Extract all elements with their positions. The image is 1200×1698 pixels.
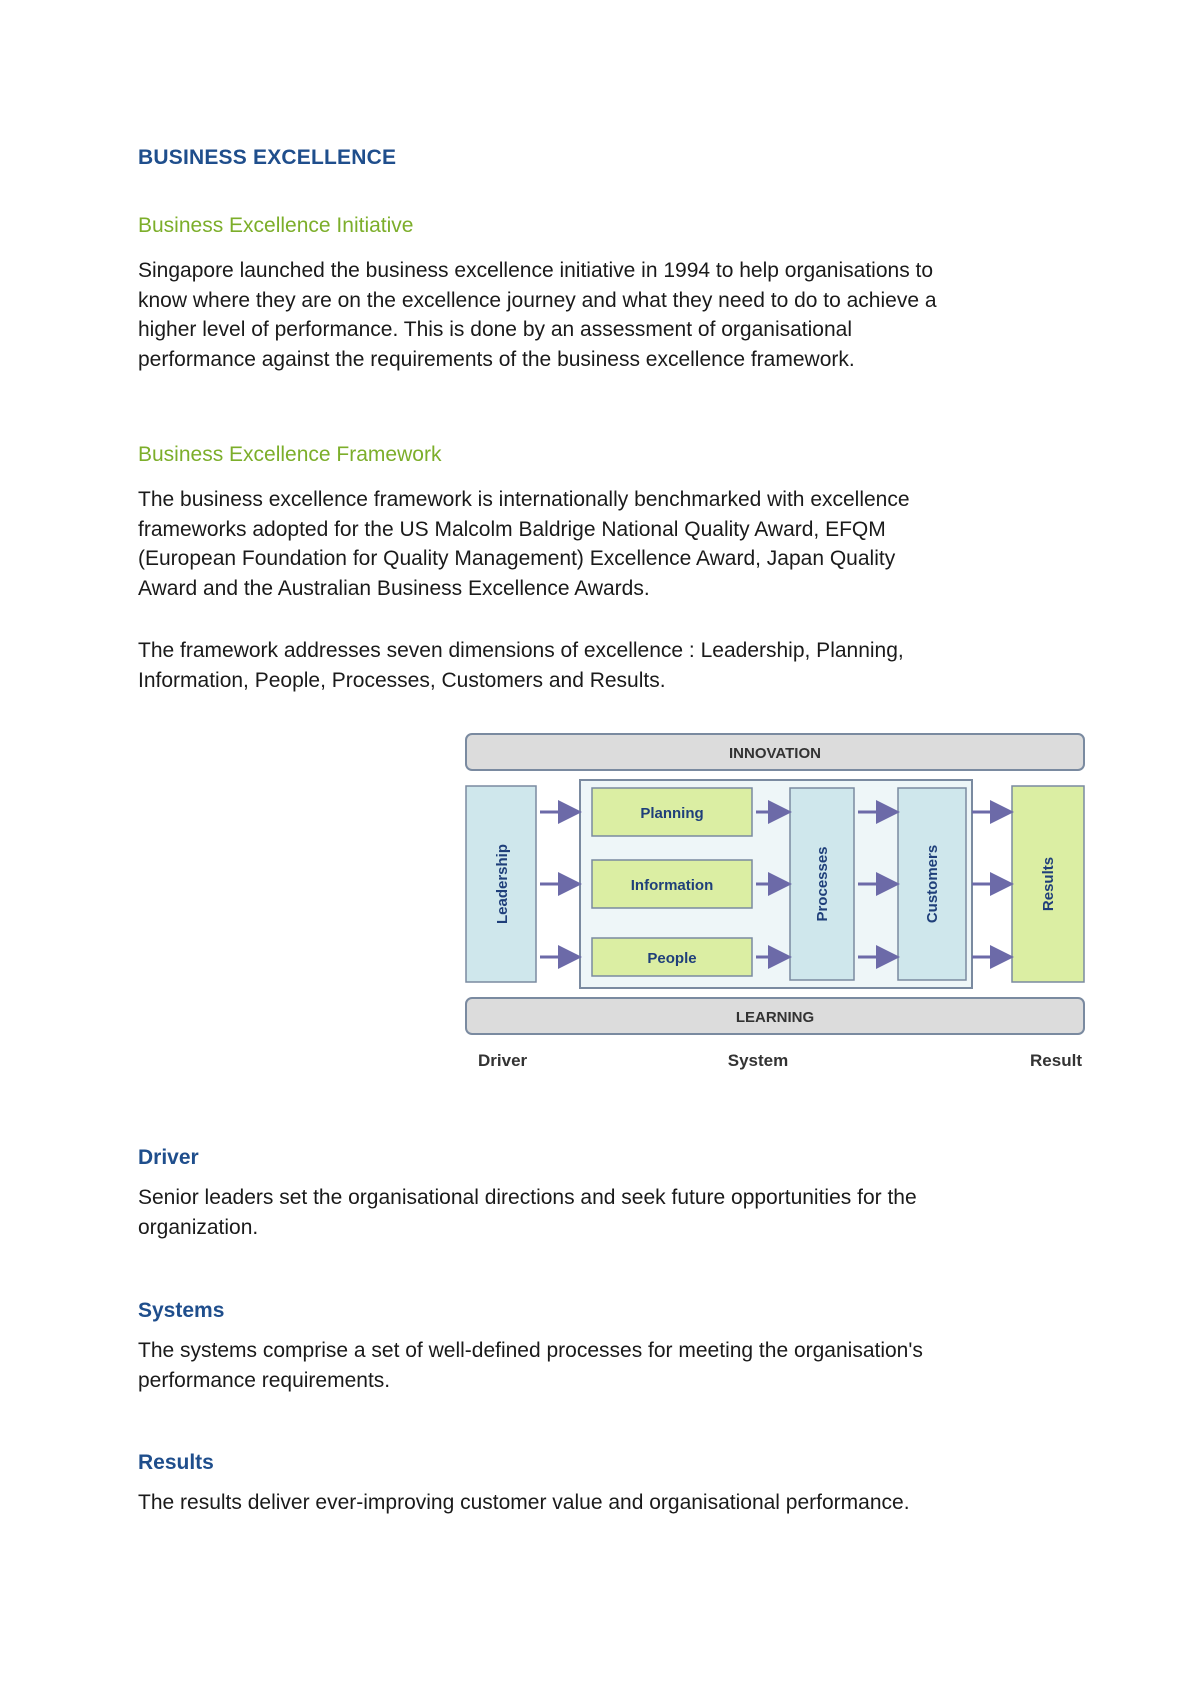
framework-diagram bbox=[462, 730, 1094, 1076]
initiative-paragraph bbox=[138, 256, 1098, 374]
paragraph-line: The framework addresses seven dimensions of excellence : Leadership, Planning, bbox=[138, 639, 904, 662]
driver-paragraph bbox=[138, 1183, 1098, 1242]
paragraph-line: frameworks adopted for the US Malcolm Baldrige National Quality Award, EFQM bbox=[138, 517, 886, 541]
information-box bbox=[592, 860, 752, 908]
framework-heading: Business Excellence Framework bbox=[138, 443, 442, 466]
results-label: Results bbox=[1040, 856, 1057, 912]
innovation-bar bbox=[466, 734, 1084, 770]
systems-paragraph bbox=[138, 1336, 1098, 1395]
learning-bar bbox=[466, 998, 1084, 1034]
paragraph-line: The results deliver ever-improving customer value and organisational performance. bbox=[138, 1491, 910, 1514]
learning-label: LEARNING bbox=[735, 1009, 815, 1026]
paragraph-line: know where they are on the excellence journey and what they need to do to achieve a bbox=[138, 288, 937, 312]
innovation-label: INNOVATION bbox=[729, 745, 821, 762]
systems-heading: Systems bbox=[138, 1299, 225, 1322]
information-label: Information bbox=[630, 877, 714, 894]
customers-label: Customers bbox=[924, 844, 941, 924]
footer-system-label: System bbox=[727, 1051, 789, 1070]
paragraph-line: Senior leaders set the organisational directions and seek future opportunities for the bbox=[138, 1186, 917, 1209]
paragraph-line: performance against the requirements of the business excellence framework. bbox=[138, 347, 855, 371]
framework-paragraph bbox=[138, 485, 1098, 603]
customers-box bbox=[898, 788, 966, 980]
leadership-label: Leadership bbox=[494, 843, 511, 925]
paragraph-line: The business excellence framework is internationally benchmarked with excellence bbox=[138, 488, 910, 511]
results-heading: Results bbox=[138, 1451, 214, 1474]
document-title: BUSINESS EXCELLENCE bbox=[138, 146, 397, 169]
paragraph-line: Award and the Australian Business Excellence Awards. bbox=[138, 576, 650, 600]
processes-label: Processes bbox=[814, 846, 831, 922]
people-box bbox=[592, 938, 752, 976]
driver-heading: Driver bbox=[138, 1146, 199, 1169]
paragraph-line: organization. bbox=[138, 1215, 259, 1239]
planning-box bbox=[592, 788, 752, 836]
paragraph-line: higher level of performance. This is done by an assessment of organisational bbox=[138, 318, 853, 341]
planning-label: Planning bbox=[640, 805, 704, 822]
results-box bbox=[1012, 786, 1084, 982]
paragraph-line: Singapore launched the business excellence initiative in 1994 to help organisations to bbox=[138, 259, 934, 282]
footer-driver-label: Driver bbox=[478, 1051, 528, 1070]
paragraph-line: performance requirements. bbox=[138, 1368, 391, 1392]
paragraph-line: (European Foundation for Quality Management) Excellence Award, Japan Quality bbox=[138, 547, 896, 570]
people-label: People bbox=[647, 950, 697, 967]
paragraph-line: The systems comprise a set of well-defined processes for meeting the organisation's bbox=[138, 1339, 923, 1362]
footer-result-label: Result bbox=[1030, 1051, 1082, 1070]
initiative-heading: Business Excellence Initiative bbox=[138, 214, 414, 237]
paragraph-line: Information, People, Processes, Customers and Results. bbox=[138, 668, 666, 692]
results-paragraph bbox=[138, 1488, 1098, 1518]
processes-box bbox=[790, 788, 854, 980]
leadership-box bbox=[466, 786, 536, 982]
dimensions-paragraph bbox=[138, 636, 1098, 695]
